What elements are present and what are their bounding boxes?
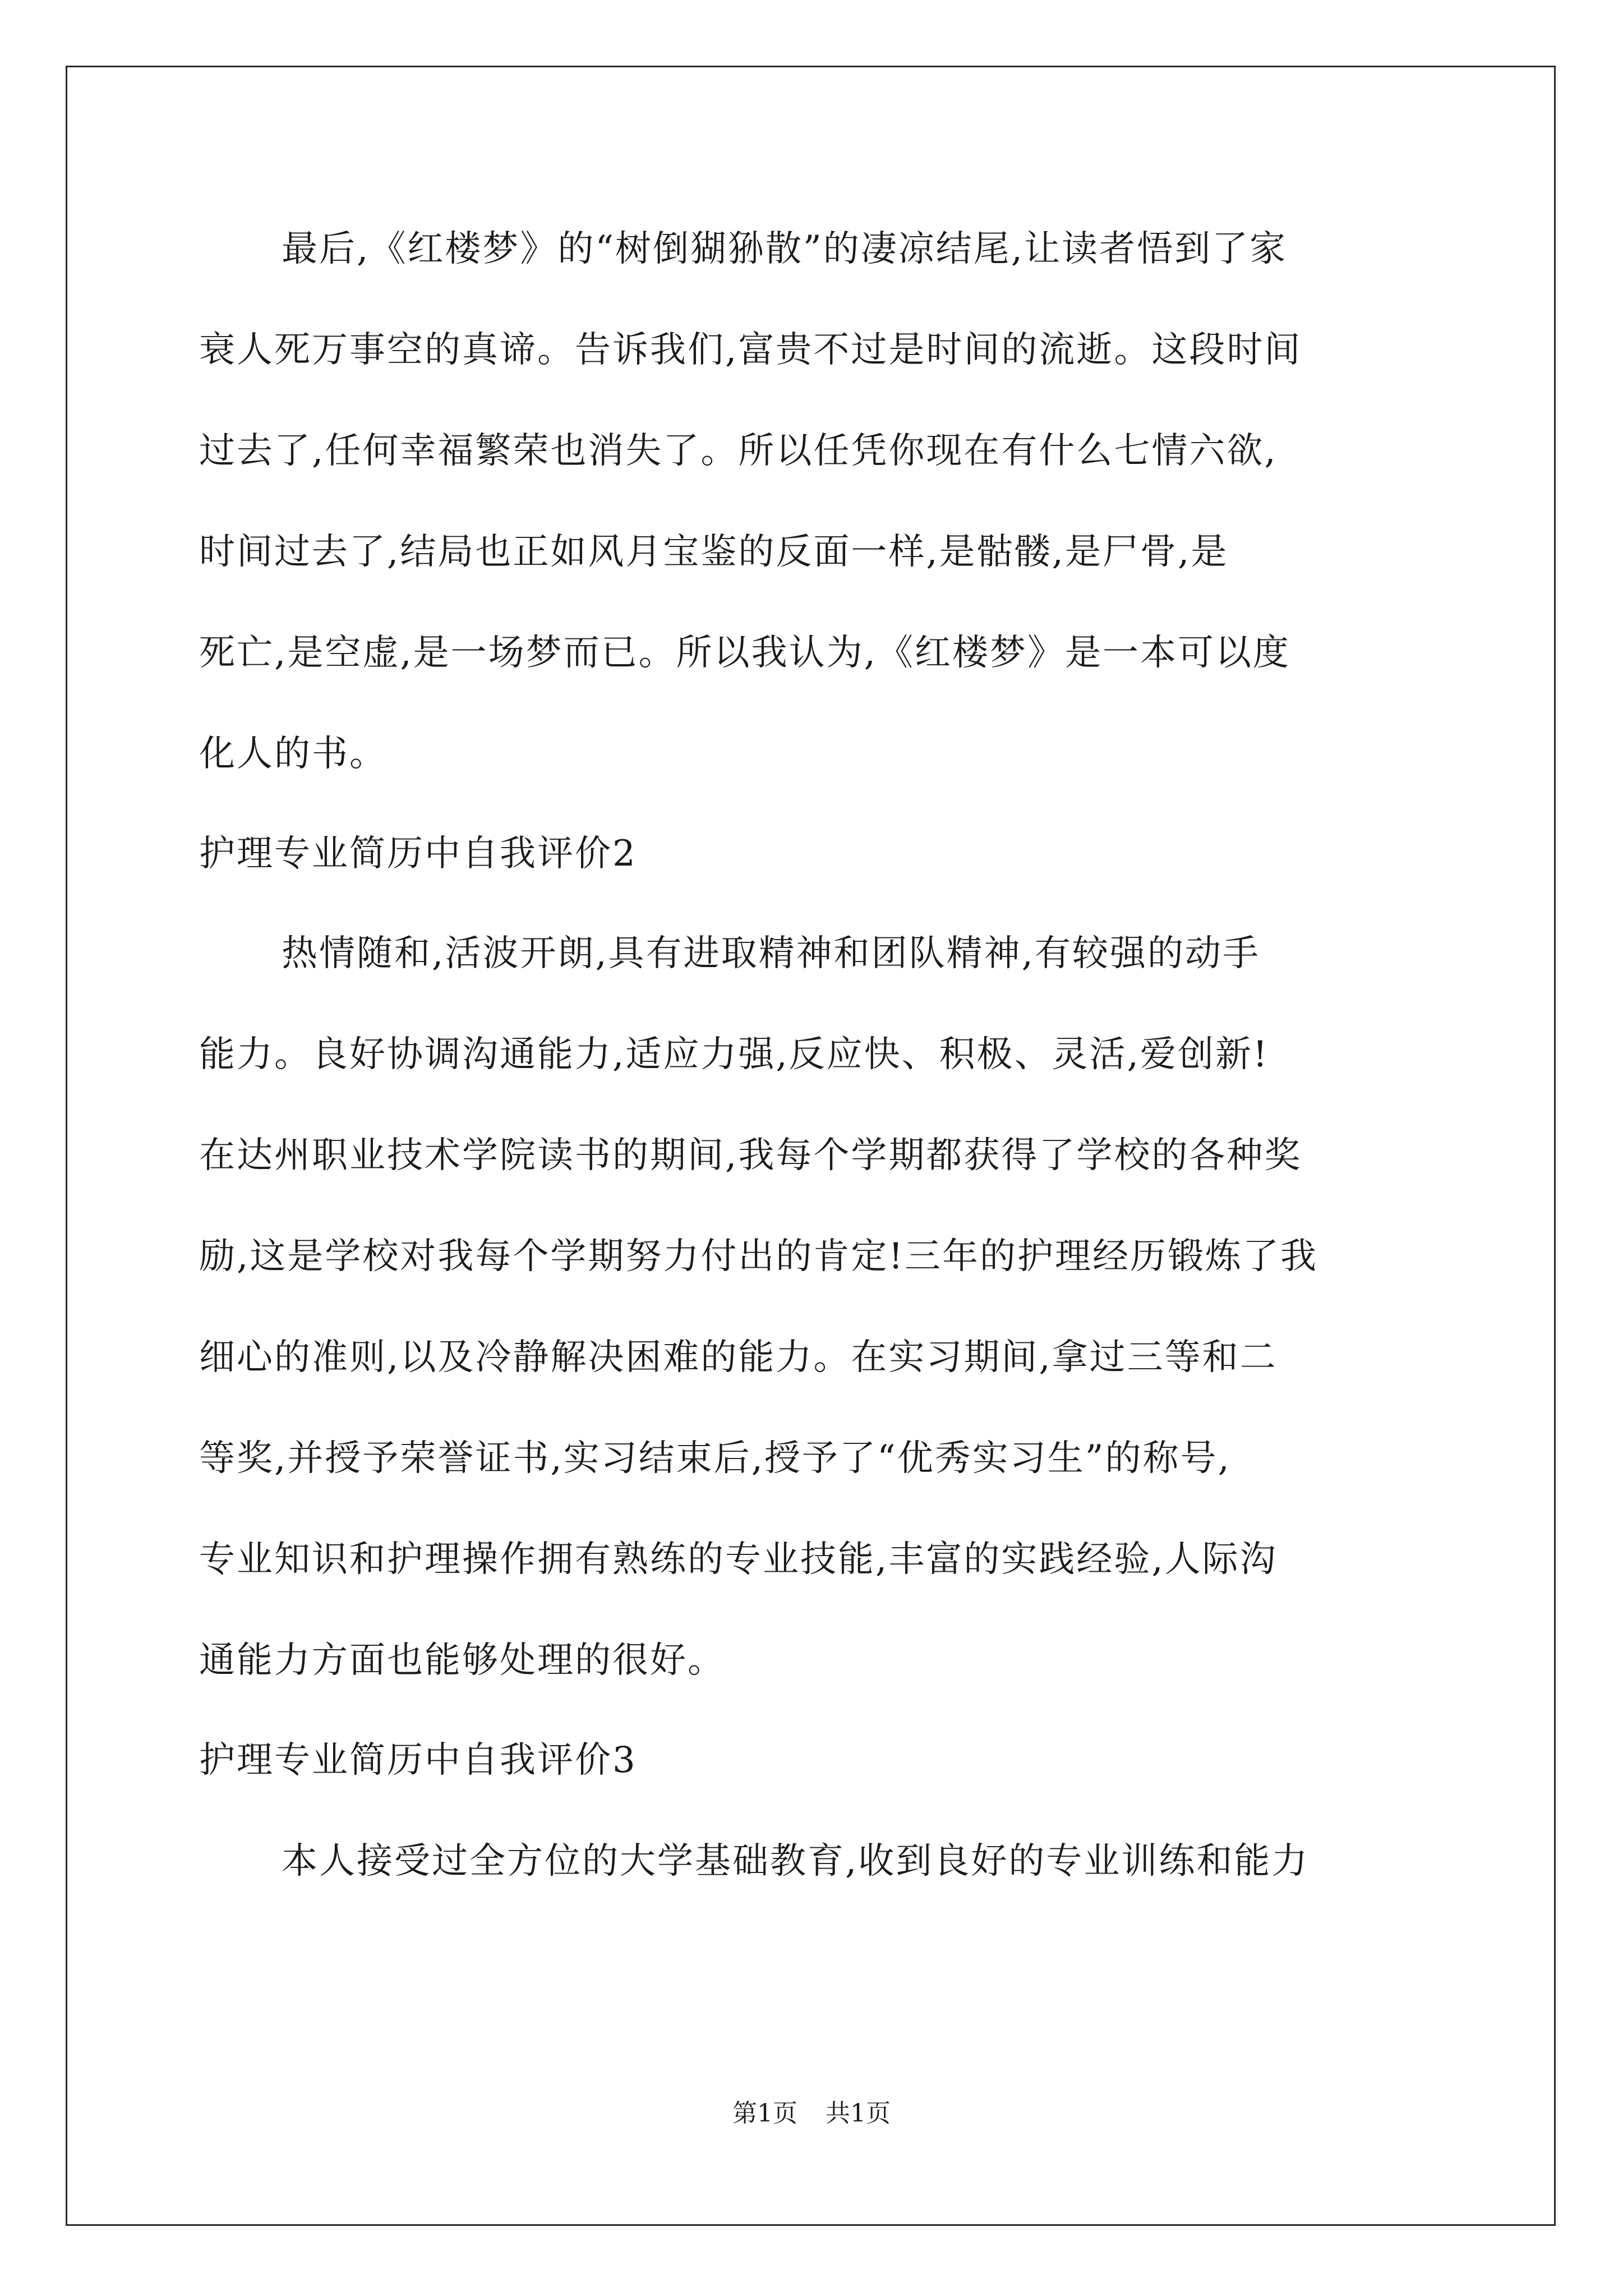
paragraph-line: 通能力方面也能够处理的很好。 (199, 1640, 725, 1681)
section-heading: 护理专业简历中自我评价3 (199, 1740, 637, 1781)
page-number-current: 第1页 (732, 2099, 797, 2128)
paragraph-line: 时间过去了,结局也正如风月宝鉴的反面一样,是骷髅,是尸骨,是 (199, 531, 1229, 573)
paragraph-line: 最后,《红楼梦》的“树倒猢狲散”的凄凉结尾,让读者悟到了家 (282, 228, 1288, 270)
paragraph-line: 死亡,是空虚,是一场梦而已。所以我认为,《红楼梦》是一本可以度 (199, 632, 1291, 674)
page-footer (0, 2098, 1623, 2129)
paragraph-line: 励,这是学校对我每个学期努力付出的肯定!三年的护理经历锻炼了我 (199, 1236, 1318, 1277)
paragraph-line: 等奖,并授予荣誉证书,实习结束后,授予了“优秀实习生”的称号, (199, 1438, 1231, 1479)
paragraph-line: 专业知识和护理操作拥有熟练的专业技能,丰富的实践经验,人际沟 (199, 1539, 1278, 1580)
paragraph-line: 化人的书。 (199, 733, 387, 775)
paragraph-line: 细心的准则,以及冷静解决困难的能力。在实习期间,拿过三等和二 (199, 1337, 1278, 1378)
paragraph-line: 能力。良好协调沟通能力,适应力强,反应快、积极、灵活,爱创新! (199, 1034, 1269, 1075)
paragraph-line: 过去了,任何幸福繁荣也消失了。所以任凭你现在有什么七情六欲, (199, 430, 1278, 472)
paragraph-line: 热情随和,活波开朗,具有进取精神和团队精神,有较强的动手 (282, 933, 1261, 974)
paragraph-line: 衰人死万事空的真谛。告诉我们,富贵不过是时间的流逝。这段时间 (199, 329, 1302, 371)
paragraph-line: 本人接受过全方位的大学基础教育,收到良好的专业训练和能力 (282, 1841, 1310, 1882)
paragraph-line: 在达州职业技术学院读书的期间,我每个学期都获得了学校的各种奖 (199, 1135, 1302, 1176)
section-heading: 护理专业简历中自我评价2 (199, 833, 637, 875)
page-number-total: 共1页 (826, 2099, 891, 2128)
